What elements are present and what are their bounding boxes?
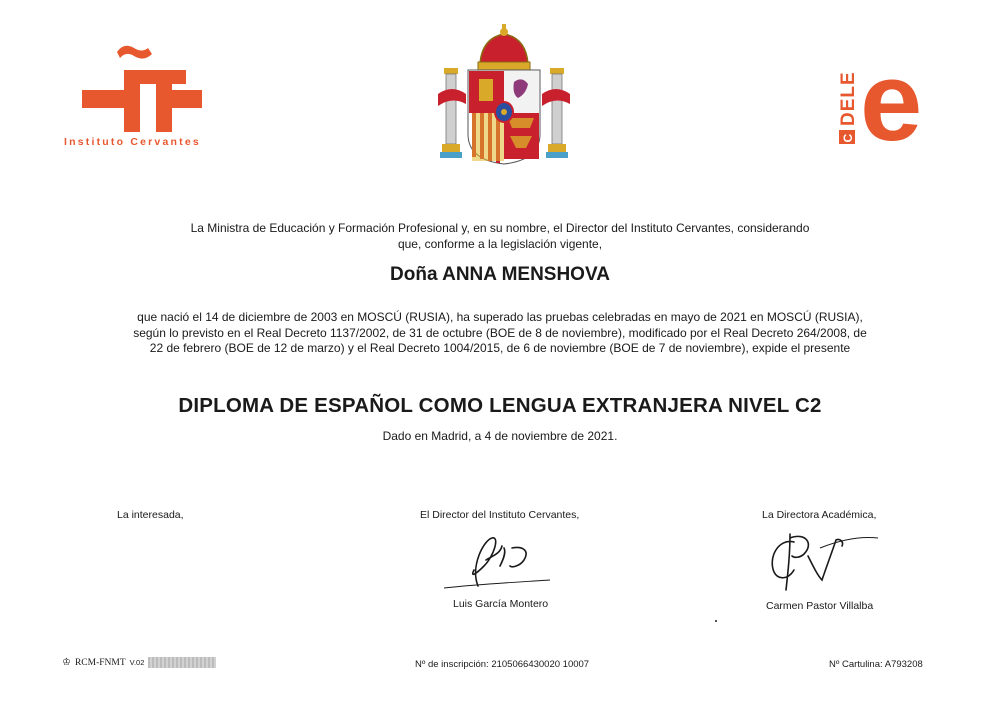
director-name: Luis García Montero — [453, 598, 549, 610]
diploma-title: DIPLOMA DE ESPAÑOL COMO LENGUA EXTRANJERA NIVEL C2 — [178, 394, 822, 417]
dele-logo — [834, 52, 948, 152]
directora-signature — [760, 528, 884, 594]
fnmt-crown-icon: ♔ — [62, 657, 71, 668]
recipient-name: Doña ANNA MENSHOVA — [390, 264, 610, 285]
issue-date: Dado en Madrid, a 4 de noviembre de 2021. — [382, 429, 618, 443]
intro-paragraph: La Ministra de Educación y Formación Profesional y, en su nombre, el Director del Instituto Cervantes, considerando que, conforme a la legislación vigente, — [190, 221, 810, 251]
body-paragraph: que nació el 14 de diciembre de 2003 en MOSCÚ (RUSIA), ha superado las pruebas celebradas en mayo de 2021 en MOSCÚ (RUSIA), según lo previsto en el Real Decreto 1137/2002, de 31 de octubre (BOE de 8 de noviembre), modificado por el Real Decreto 264/2008, de 22 de febrero (BOE de 12 de marzo) y el Real Decreto 1004/2015, de 6 de noviembre (BOE de 7 de noviembre), expide el presente — [133, 310, 867, 355]
svg-text:C: C — [841, 133, 855, 143]
directora-name: Carmen Pastor Villalba — [766, 600, 874, 612]
ink-dot — [715, 620, 717, 622]
spanish-coat-of-arms — [436, 24, 572, 166]
dele-wordmark: DELE — [838, 71, 859, 126]
dele-letter: e — [860, 52, 923, 152]
cartulina-number: Nº Cartulina: A793208 — [829, 659, 923, 670]
rcm-code: RCM-FNMT — [74, 657, 126, 668]
instituto-cervantes-wordmark: Instituto Cervantes — [64, 136, 201, 148]
directora-label: La Directora Académica, — [762, 509, 877, 521]
interesada-label: La interesada, — [117, 509, 184, 521]
rcm-version: V.02 — [129, 658, 145, 667]
rcm-fnmt-mark — [62, 657, 216, 668]
director-signature — [440, 526, 560, 594]
redacted-code — [148, 657, 216, 668]
director-label: El Director del Instituto Cervantes, — [420, 509, 580, 521]
inscription-number: Nº de inscripción: 2105066430020 10007 — [415, 659, 590, 670]
